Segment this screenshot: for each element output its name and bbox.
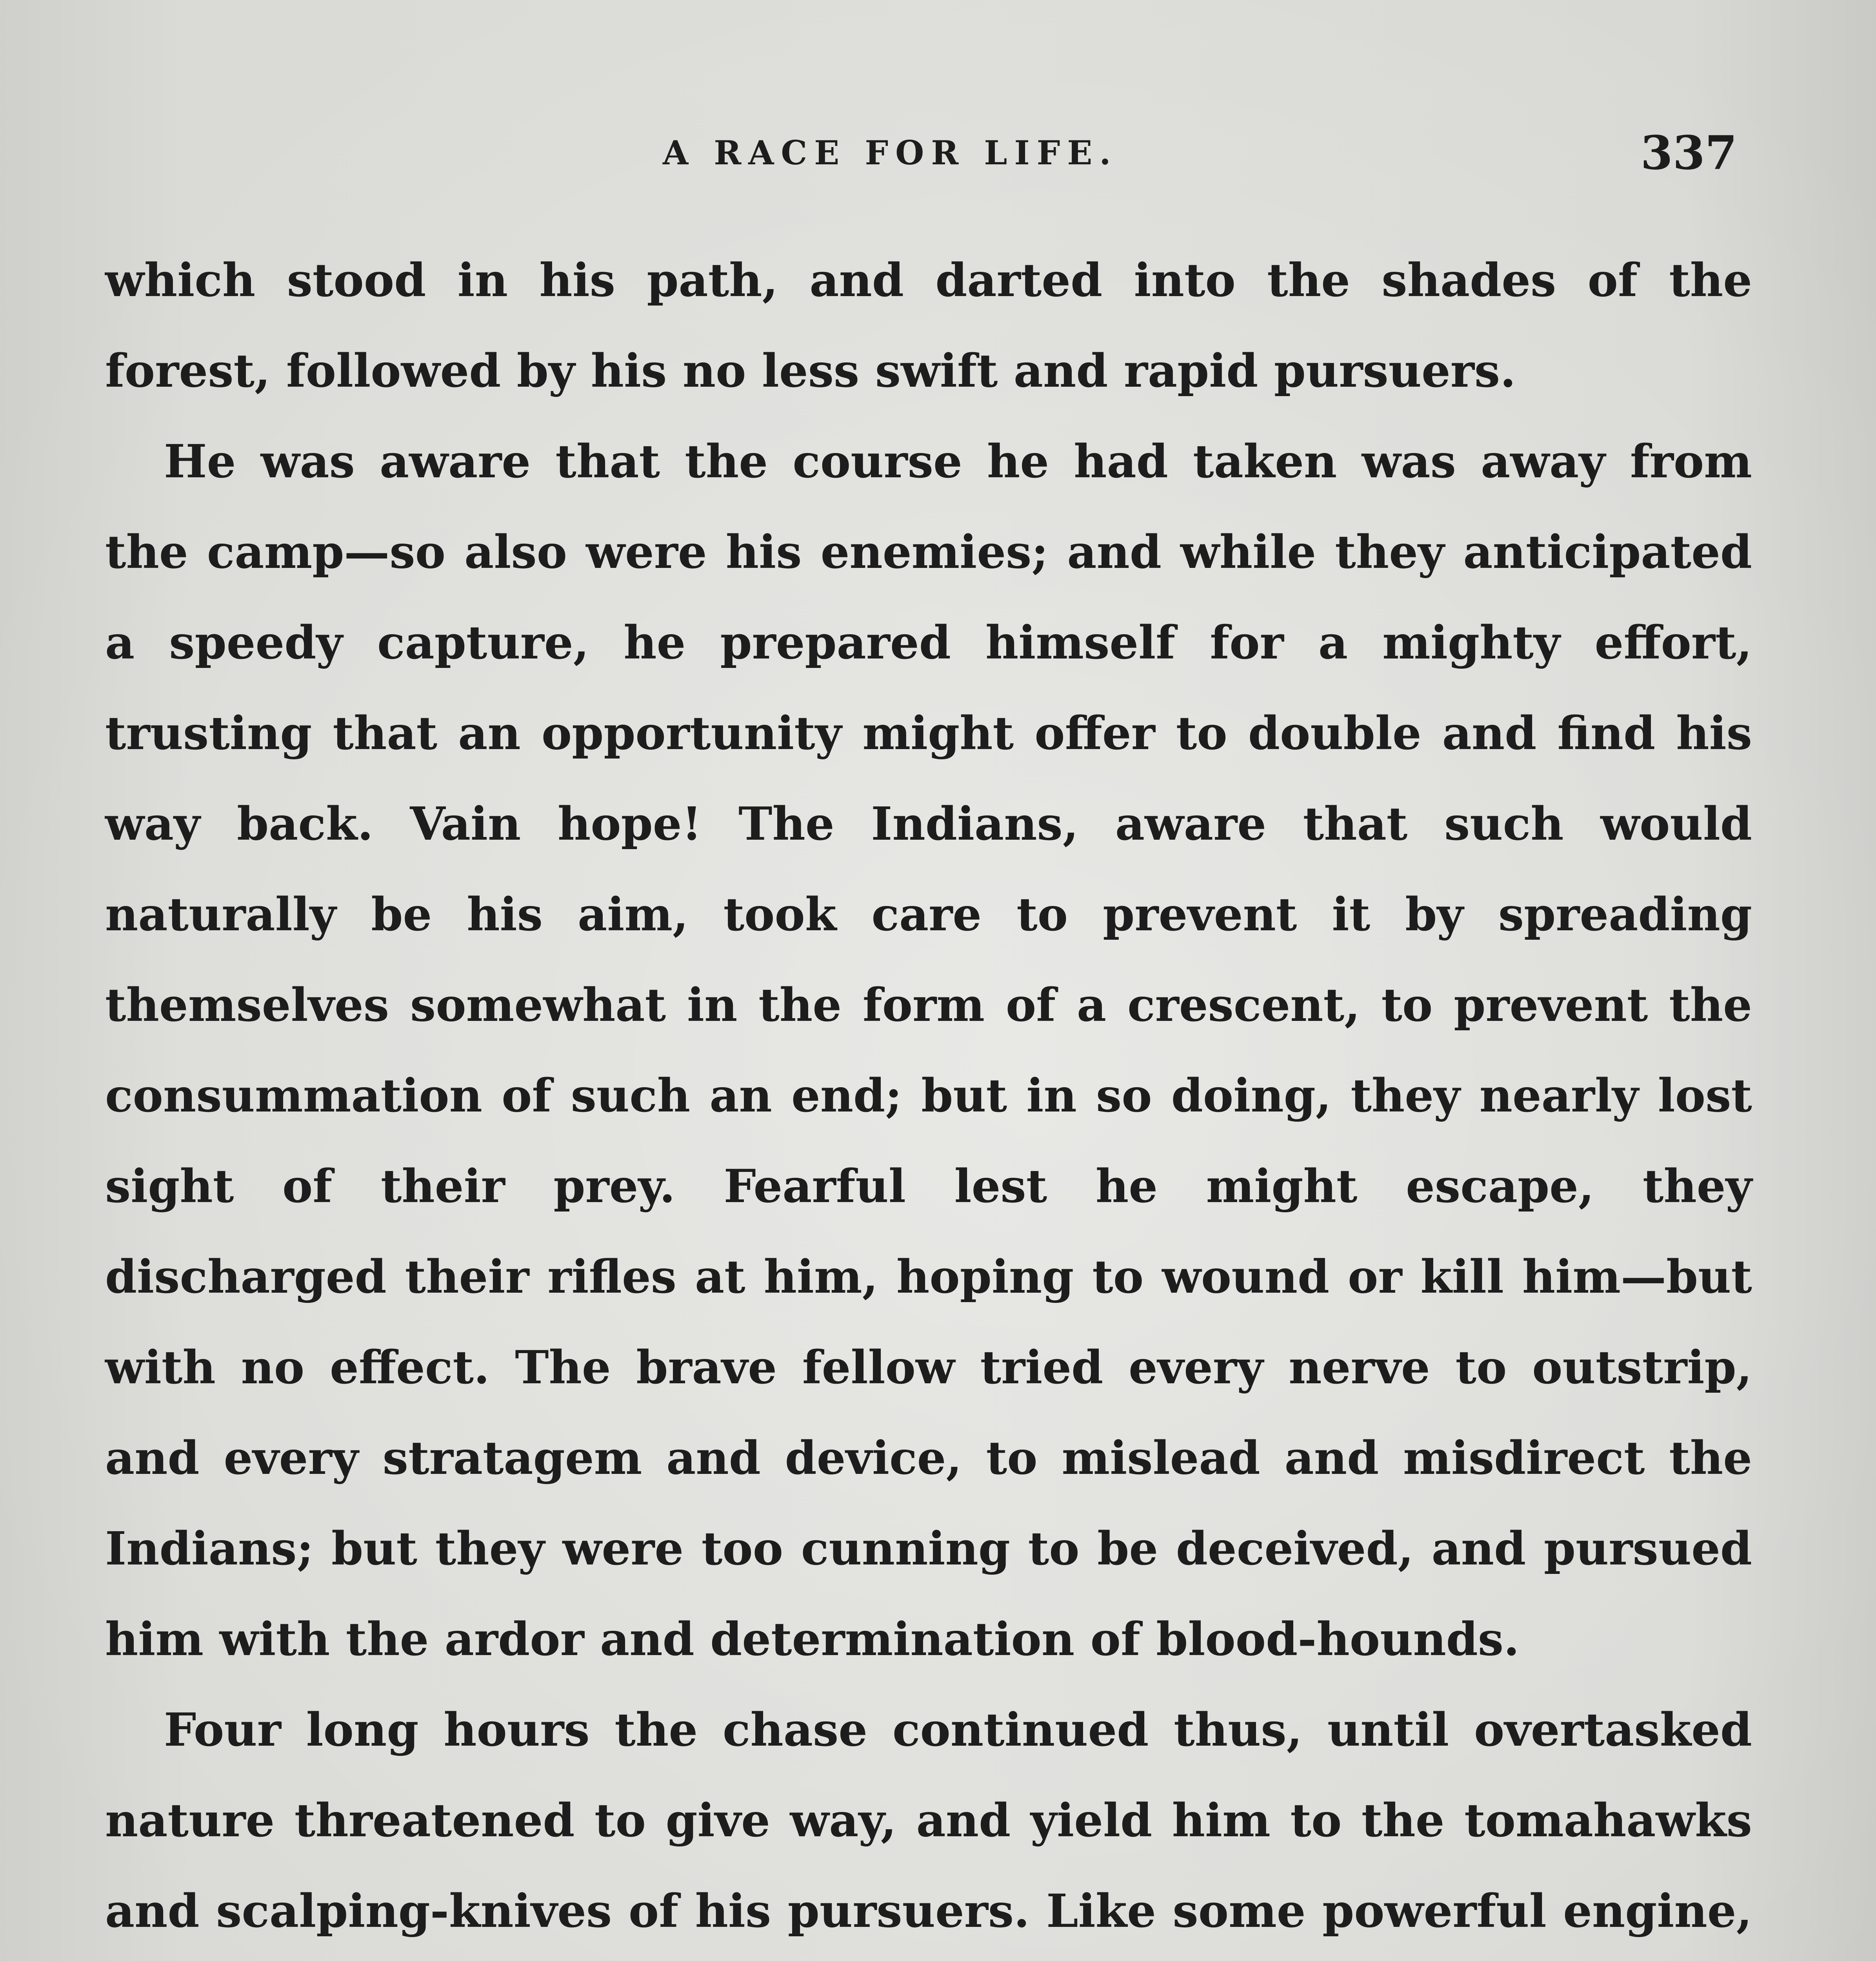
running-title: A RACE FOR LIFE.: [663, 133, 1118, 172]
paragraph-1: which stood in his path, and darted into the shades of the forest, followed by his no less swift and rapid pursuers.: [105, 254, 1752, 398]
running-head: [106, 126, 1753, 180]
paragraph-3: Four long hours the chase continued thus, until overtasked nature threatened to give way, and yield him to the tomahawks and scalping-knives of his pursuers. Like some powerful engine,: [105, 1703, 1752, 1938]
body-text: [105, 235, 1752, 1961]
page-number: 337: [1640, 126, 1737, 180]
paragraph-2: He was aware that the course he had taken was away from the camp—so also were his enemies; and while they anticipated a speedy capture, he prepared himself for a mighty effort, trusting that an opportunity might offer to double and find his way back. Vain hope! The Indians, aware that such would naturally be his aim, took care to prevent it by spreading themselves somewhat in the form of a crescent, to prevent the consummation of such an end; but in so doing, they nearly lost sight of their prey. Fearful lest he might escape, they discharged their rifles at him, hoping to wound or kill him—but with no effect. The brave fellow tried every nerve to outstrip, and every stratagem and device, to mislead and misdirect the Indians; but they were too cunning to be deceived, and pursued him with the ardor and determination of blood-hounds.: [105, 435, 1752, 1666]
